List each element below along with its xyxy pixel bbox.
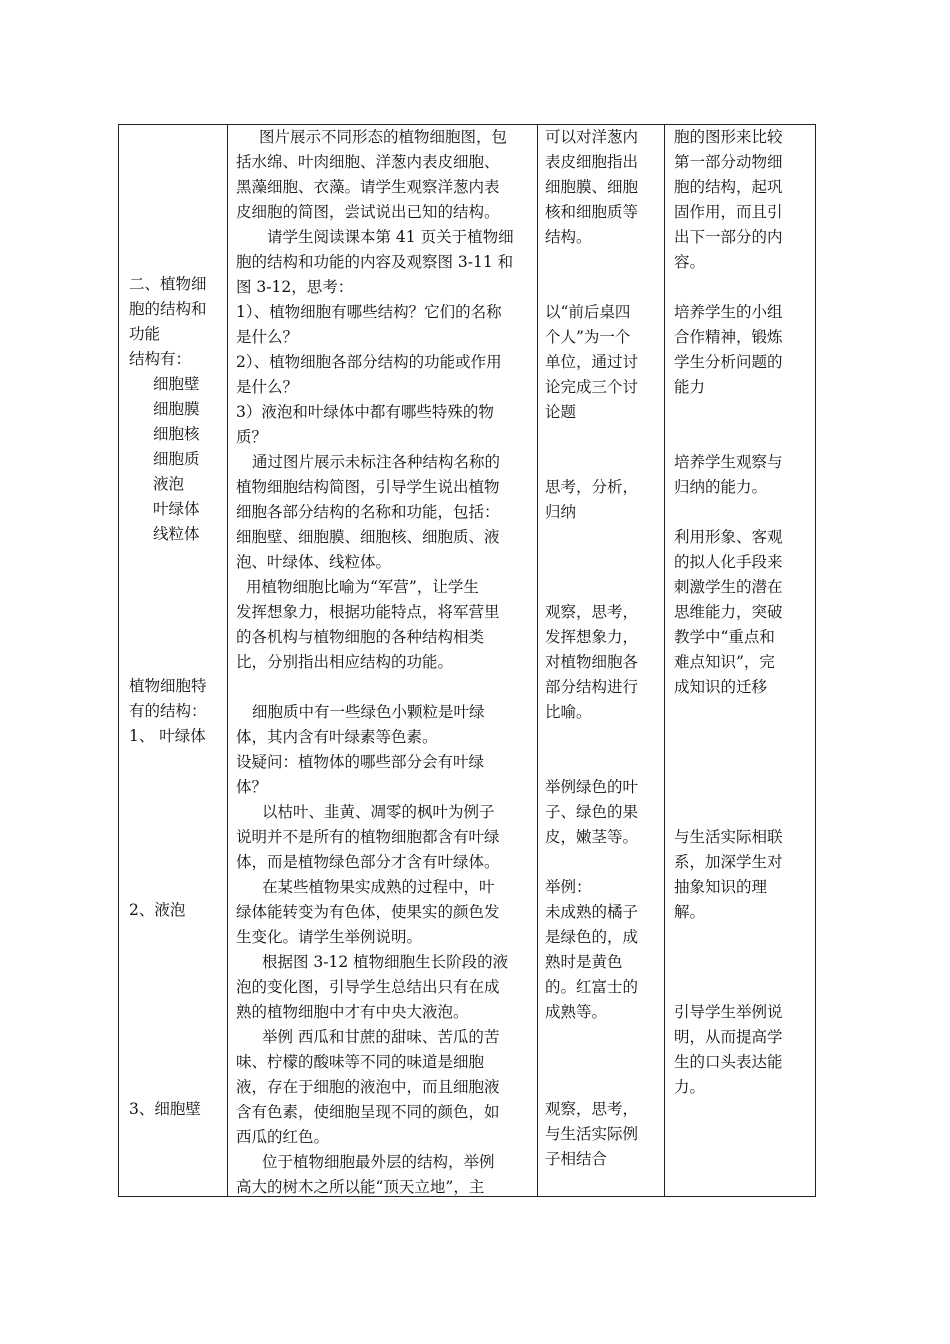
text-line: 学生分析问题的 xyxy=(674,353,783,371)
text-line: 细胞膜、细胞 xyxy=(545,178,639,196)
text-line: 熟的植物细胞中才有中央大液泡。 xyxy=(236,1003,469,1021)
text-line: 味、柠檬的酸味等不同的味道是细胞 xyxy=(236,1053,485,1071)
text-line: 与生活实际相联 xyxy=(674,828,783,846)
text-line: 举例： xyxy=(545,878,592,896)
text-line: 线粒体 xyxy=(153,525,200,543)
text-line: 出下一部分的内 xyxy=(674,228,783,246)
text-line: 发挥想象力，根据功能特点，将军营里 xyxy=(236,603,500,621)
text-line: 细胞质中有一些绿色小颗粒是叶绿 xyxy=(252,703,485,721)
text-line: 举例绿色的叶 xyxy=(545,778,639,796)
text-line: 是什么？ xyxy=(236,378,299,396)
text-line: 熟时是黄色 xyxy=(545,953,623,971)
text-line: 叶绿体 xyxy=(153,500,200,518)
text-line: 细胞核 xyxy=(153,425,200,443)
text-line: 培养学生观察与 xyxy=(674,453,783,471)
column-teaching-content xyxy=(119,125,228,1197)
text-line: 体？ xyxy=(236,778,268,796)
text-line: 的各机构与植物细胞的各种结构相类 xyxy=(236,628,485,646)
text-line: 抽象知识的理 xyxy=(674,878,768,896)
text-line: 难点知识”，完 xyxy=(674,653,775,671)
text-line: 是绿色的，成 xyxy=(545,928,639,946)
text-line: 二、植物细 xyxy=(129,275,207,293)
text-line: 解。 xyxy=(674,903,706,921)
text-line: 2）、植物细胞各部分结构的功能或作用 xyxy=(236,353,502,371)
text-line: 说明并不是所有的植物细胞都含有叶绿 xyxy=(236,828,500,846)
text-line: 可以对洋葱内 xyxy=(545,128,639,146)
text-line: 用植物细胞比喻为“军营”，让学生 xyxy=(246,578,479,596)
text-line: 绿体能转变为有色体，使果实的颜色发 xyxy=(236,903,500,921)
text-line: 的。红富士的 xyxy=(545,978,639,996)
text-line: 功能 xyxy=(129,325,161,343)
text-line: 合作精神，锻炼 xyxy=(674,328,783,346)
text-line: 第一部分动物细 xyxy=(674,153,783,171)
text-line: 未成熟的橘子 xyxy=(545,903,639,921)
text-line: 能力 xyxy=(674,378,706,396)
text-line: 以枯叶、韭黄、凋零的枫叶为例子 xyxy=(262,803,495,821)
text-line: 在某些植物果实成熟的过程中，叶 xyxy=(262,878,495,896)
text-line: 利用形象、客观 xyxy=(674,528,783,546)
text-line: 成知识的迁移 xyxy=(674,678,768,696)
text-line: 比喻。 xyxy=(545,703,592,721)
teaching-content-cell xyxy=(119,125,227,1196)
text-line: 以“前后桌四 xyxy=(545,303,631,321)
text-line: 比，分别指出相应结构的功能。 xyxy=(236,653,454,671)
teacher-activity-cell xyxy=(228,125,537,1196)
text-line: 教学中“重点和 xyxy=(674,628,775,646)
table-row xyxy=(119,125,816,1197)
text-line: 部分结构进行 xyxy=(545,678,639,696)
text-line: 是什么？ xyxy=(236,328,299,346)
text-line: 1、 叶绿体 xyxy=(129,727,206,745)
text-line: 细胞各部分结构的名称和功能，包括： xyxy=(236,503,500,521)
text-line: 系，加深学生对 xyxy=(674,853,783,871)
text-line: 明，从而提高学 xyxy=(674,1028,783,1046)
text-line: 图 3-12，思考： xyxy=(236,278,354,296)
text-line: 个人”为一个 xyxy=(545,328,631,346)
text-line: 高大的树木之所以能“顶天立地”，主 xyxy=(236,1178,485,1196)
text-line: 生的口头表达能 xyxy=(674,1053,783,1071)
text-line: 有的结构： xyxy=(129,702,207,720)
text-line: 结构有： xyxy=(129,350,192,368)
text-line: 子相结合 xyxy=(545,1150,608,1168)
text-line: 单位，通过讨 xyxy=(545,353,639,371)
text-line: 3、细胞壁 xyxy=(129,1100,201,1118)
text-line: 表皮细胞指出 xyxy=(545,153,639,171)
text-line: 归纳的能力。 xyxy=(674,478,768,496)
text-line: 成熟等。 xyxy=(545,1003,608,1021)
text-line: 细胞壁 xyxy=(153,375,200,393)
column-student-activity xyxy=(538,125,665,1197)
text-line: 含有色素，使细胞呈现不同的颜色，如 xyxy=(236,1103,500,1121)
text-line: 核和细胞质等 xyxy=(545,203,639,221)
text-line: 观察，思考， xyxy=(545,603,639,621)
text-line: 引导学生举例说 xyxy=(674,1003,783,1021)
text-line: 通过图片展示未标注各种结构名称的 xyxy=(252,453,501,471)
text-line: 对植物细胞各 xyxy=(545,653,639,671)
text-line: 发挥想象力， xyxy=(545,628,639,646)
text-line: 皮细胞的简图，尝试说出已知的结构。 xyxy=(236,203,500,221)
text-line: 论题 xyxy=(545,403,577,421)
text-line: 的拟人化手段来 xyxy=(674,553,783,571)
text-line: 生变化。请学生举例说明。 xyxy=(236,928,423,946)
text-line: 植物细胞结构简图，引导学生说出植物 xyxy=(236,478,500,496)
text-line: 泡的变化图，引导学生总结出只有在成 xyxy=(236,978,500,996)
text-line: 体，其内含有叶绿素等色素。 xyxy=(236,728,438,746)
text-line: 体，而是植物绿色部分才含有叶绿体。 xyxy=(236,853,500,871)
student-activity-cell xyxy=(538,125,664,1196)
column-teacher-activity xyxy=(228,125,538,1197)
text-line: 3）液泡和叶绿体中都有哪些特殊的物 xyxy=(236,403,494,421)
text-line: 液，存在于细胞的液泡中，而且细胞液 xyxy=(236,1078,500,1096)
text-line: 西瓜的红色。 xyxy=(236,1128,330,1146)
design-intent-cell xyxy=(665,125,815,1196)
text-line: 观察，思考， xyxy=(545,1100,639,1118)
text-line: 与生活实际例 xyxy=(545,1125,639,1143)
text-line: 结构。 xyxy=(545,228,592,246)
lesson-plan-table xyxy=(118,124,816,1197)
text-line: 子、绿色的果 xyxy=(545,803,639,821)
text-line: 根据图 3-12 植物细胞生长阶段的液 xyxy=(262,953,509,971)
text-line: 位于植物细胞最外层的结构，举例 xyxy=(262,1153,495,1171)
text-line: 培养学生的小组 xyxy=(674,303,783,321)
text-line: 皮，嫩茎等。 xyxy=(545,828,639,846)
text-line: 黑藻细胞、衣藻。请学生观察洋葱内表 xyxy=(236,178,500,196)
text-line: 植物细胞特 xyxy=(129,677,207,695)
text-line: 泡、叶绿体、线粒体。 xyxy=(236,553,392,571)
text-line: 容。 xyxy=(674,253,706,271)
text-line: 请学生阅读课本第 41 页关于植物细 xyxy=(267,228,514,246)
text-line: 胞的图形来比较 xyxy=(674,128,783,146)
text-line: 2、液泡 xyxy=(129,901,186,919)
text-line: 刺激学生的潜在 xyxy=(674,578,783,596)
text-line: 图片展示不同形态的植物细胞图，包 xyxy=(259,128,508,146)
text-line: 液泡 xyxy=(153,475,185,493)
text-line: 细胞壁、细胞膜、细胞核、细胞质、液 xyxy=(236,528,500,546)
text-line: 思维能力，突破 xyxy=(674,603,783,621)
text-line: 固作用，而且引 xyxy=(674,203,783,221)
text-line: 胞的结构，起巩 xyxy=(674,178,783,196)
text-line: 思考，分析， xyxy=(545,478,639,496)
text-line: 细胞质 xyxy=(153,450,200,468)
text-line: 细胞膜 xyxy=(153,400,200,418)
text-line: 论完成三个讨 xyxy=(545,378,639,396)
text-line: 归纳 xyxy=(545,503,577,521)
text-line: 设疑问：植物体的哪些部分会有叶绿 xyxy=(236,753,485,771)
text-line: 括水绵、叶肉细胞、洋葱内表皮细胞、 xyxy=(236,153,500,171)
text-line: 胞的结构和功能的内容及观察图 3-11 和 xyxy=(236,253,514,271)
text-line: 举例 西瓜和甘蔗的甜味、苦瓜的苦 xyxy=(262,1028,500,1046)
text-line: 胞的结构和 xyxy=(129,300,207,318)
text-line: 质？ xyxy=(236,428,268,446)
text-line: 力。 xyxy=(674,1078,706,1096)
text-line: 1）、植物细胞有哪些结构？它们的名称 xyxy=(236,303,502,321)
column-design-intent xyxy=(665,125,816,1197)
